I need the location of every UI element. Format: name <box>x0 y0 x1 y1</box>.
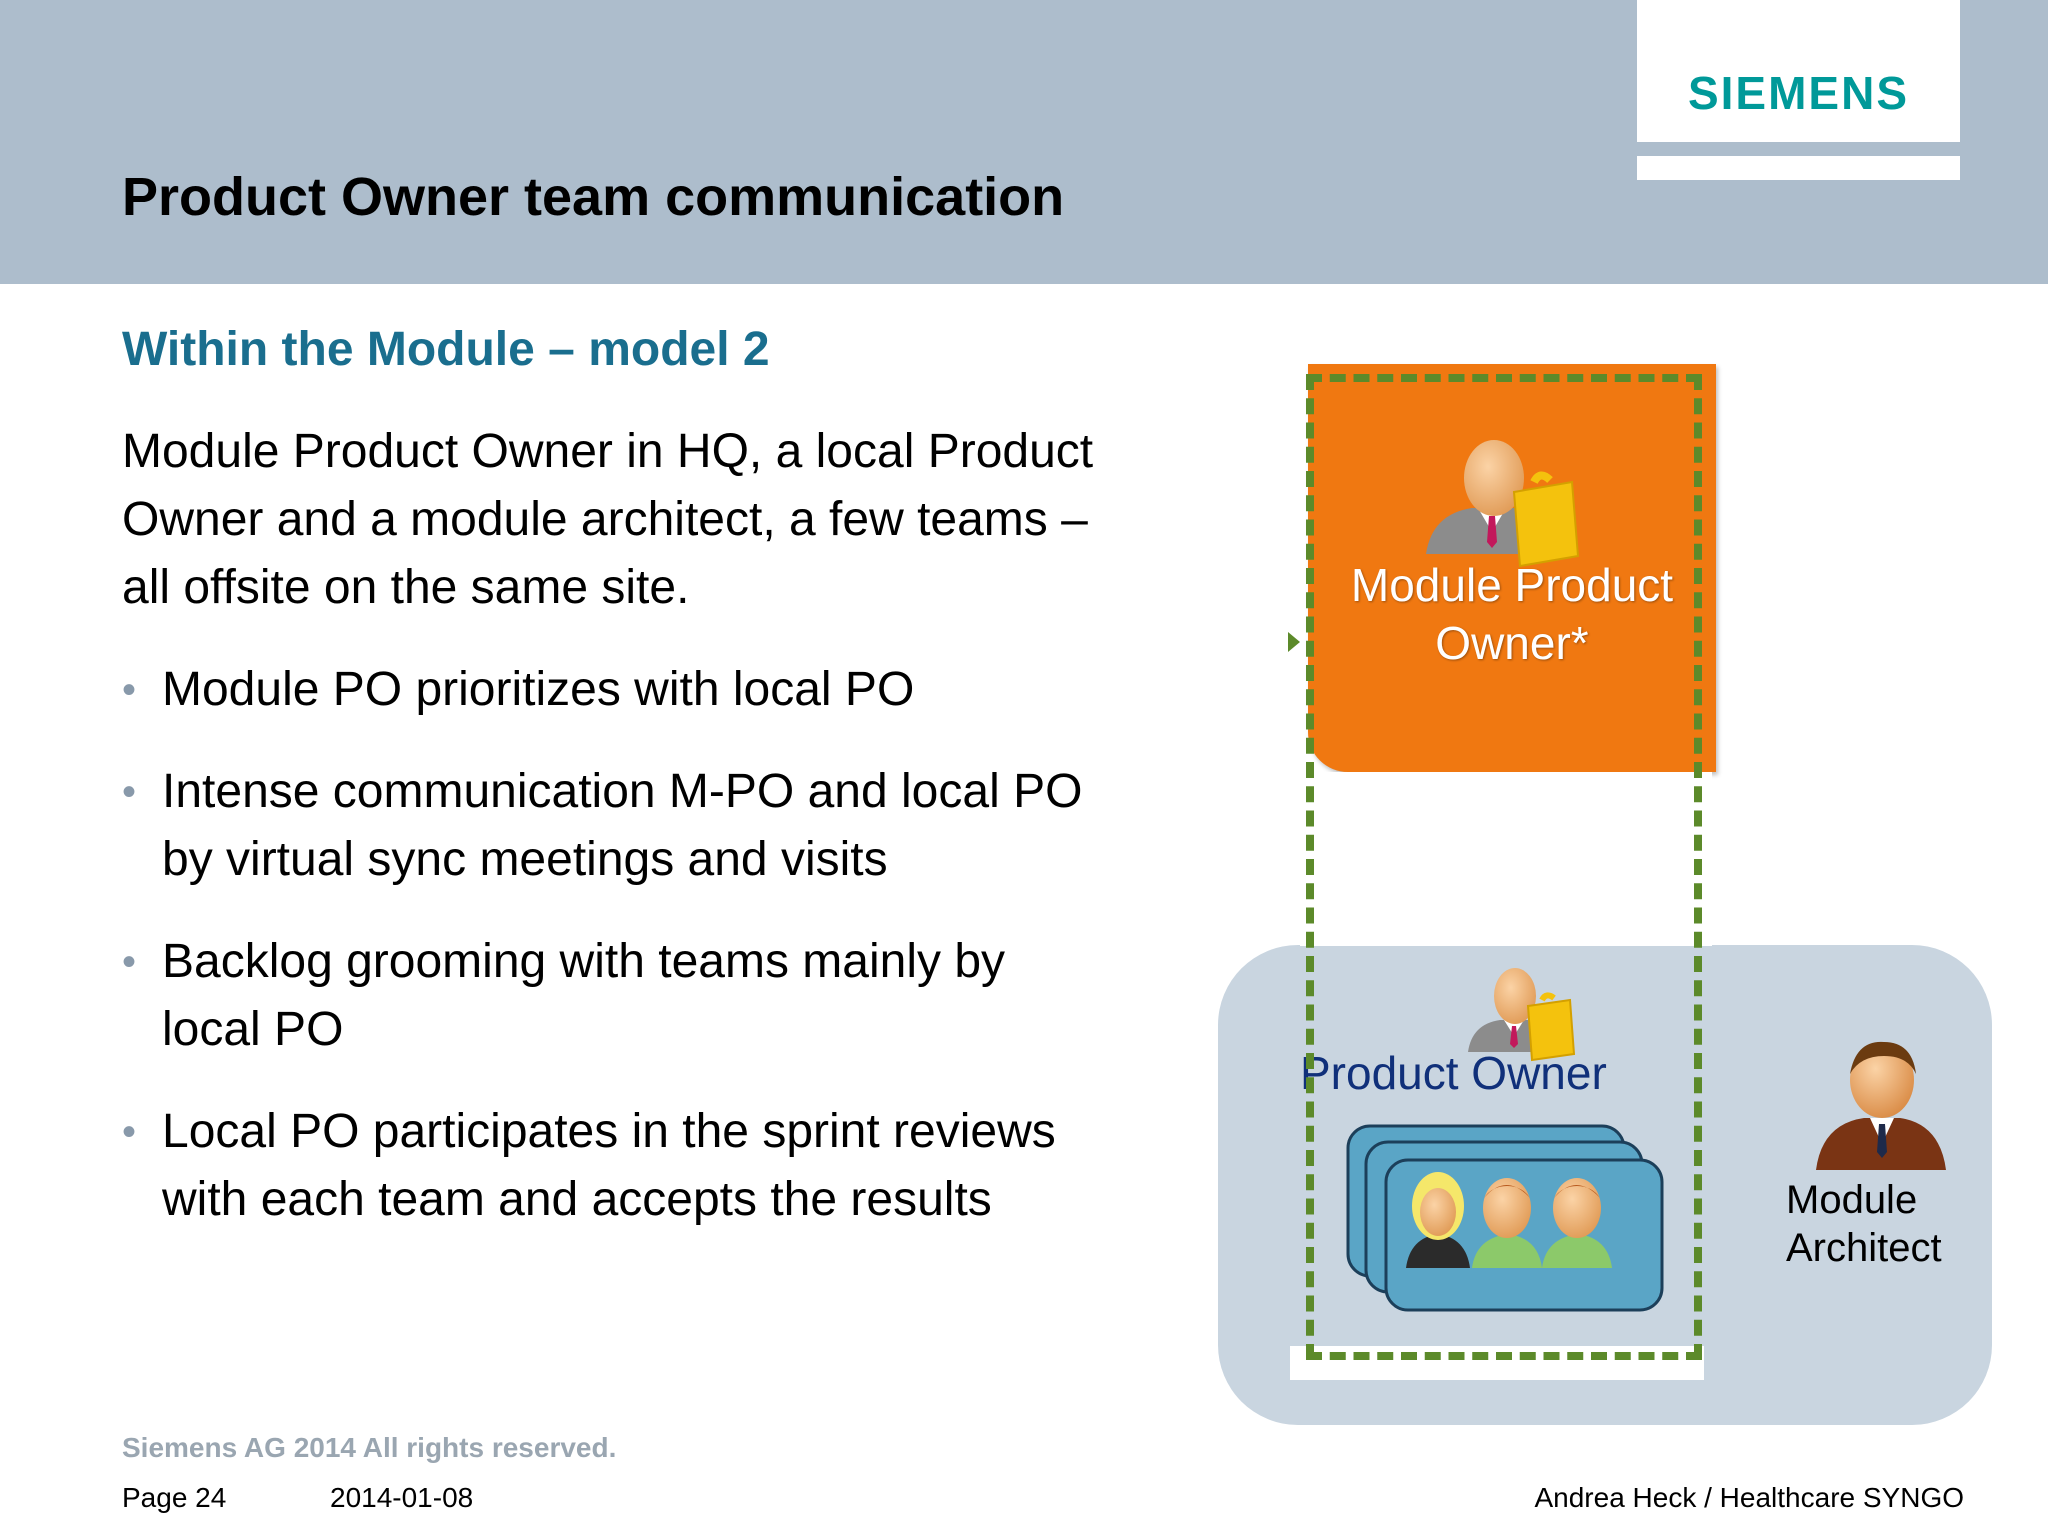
bullet-item <box>122 656 1102 724</box>
bullet-dot-icon: • <box>122 940 137 984</box>
section-subtitle: Within the Module – model 2 <box>122 323 770 376</box>
bullet-text: Local PO participates in the sprint reviews with each team and accepts the results <box>162 1105 1056 1226</box>
footer-author: Andrea Heck / Healthcare SYNGO <box>1534 1482 1964 1513</box>
bullet-dot-icon: • <box>122 668 137 712</box>
copyright-notice: Siemens AG 2014 All rights reserved. <box>122 1432 617 1463</box>
footer-date: 2014-01-08 <box>330 1482 474 1513</box>
logo-underline-bar <box>1637 156 1960 180</box>
product-owner-label: Product Owner <box>1300 1047 1607 1099</box>
page-title: Product Owner team communication <box>122 167 1065 227</box>
bullet-item <box>122 758 1102 894</box>
bullet-item <box>122 928 1102 1064</box>
bullet-item <box>122 1098 1102 1234</box>
bullet-dot-icon: • <box>122 770 137 814</box>
siemens-logo <box>1637 0 1960 142</box>
intro-paragraph: Module Product Owner in HQ, a local Product Owner and a module architect, a few teams – all offsite on the same site. <box>122 425 1094 614</box>
bullet-dot-icon: • <box>122 1110 137 1154</box>
dashed-frame <box>1306 374 1702 1360</box>
bullet-text: Intense communication M-PO and local PO by virtual sync meetings and visits <box>162 765 1083 886</box>
logo-text: SIEMENS <box>1687 67 1910 119</box>
module-architect-label: Module Architect <box>1786 1178 1942 1270</box>
architect-person-icon <box>1812 1036 1952 1172</box>
page-number: Page 24 <box>122 1482 227 1513</box>
arrow-tick-icon <box>1288 632 1300 652</box>
bullet-text: Module PO prioritizes with local PO <box>162 663 915 716</box>
module-product-owner-label: Module Product Owner* <box>1350 559 1674 669</box>
bullet-text: Backlog grooming with teams mainly by local PO <box>162 935 1006 1056</box>
